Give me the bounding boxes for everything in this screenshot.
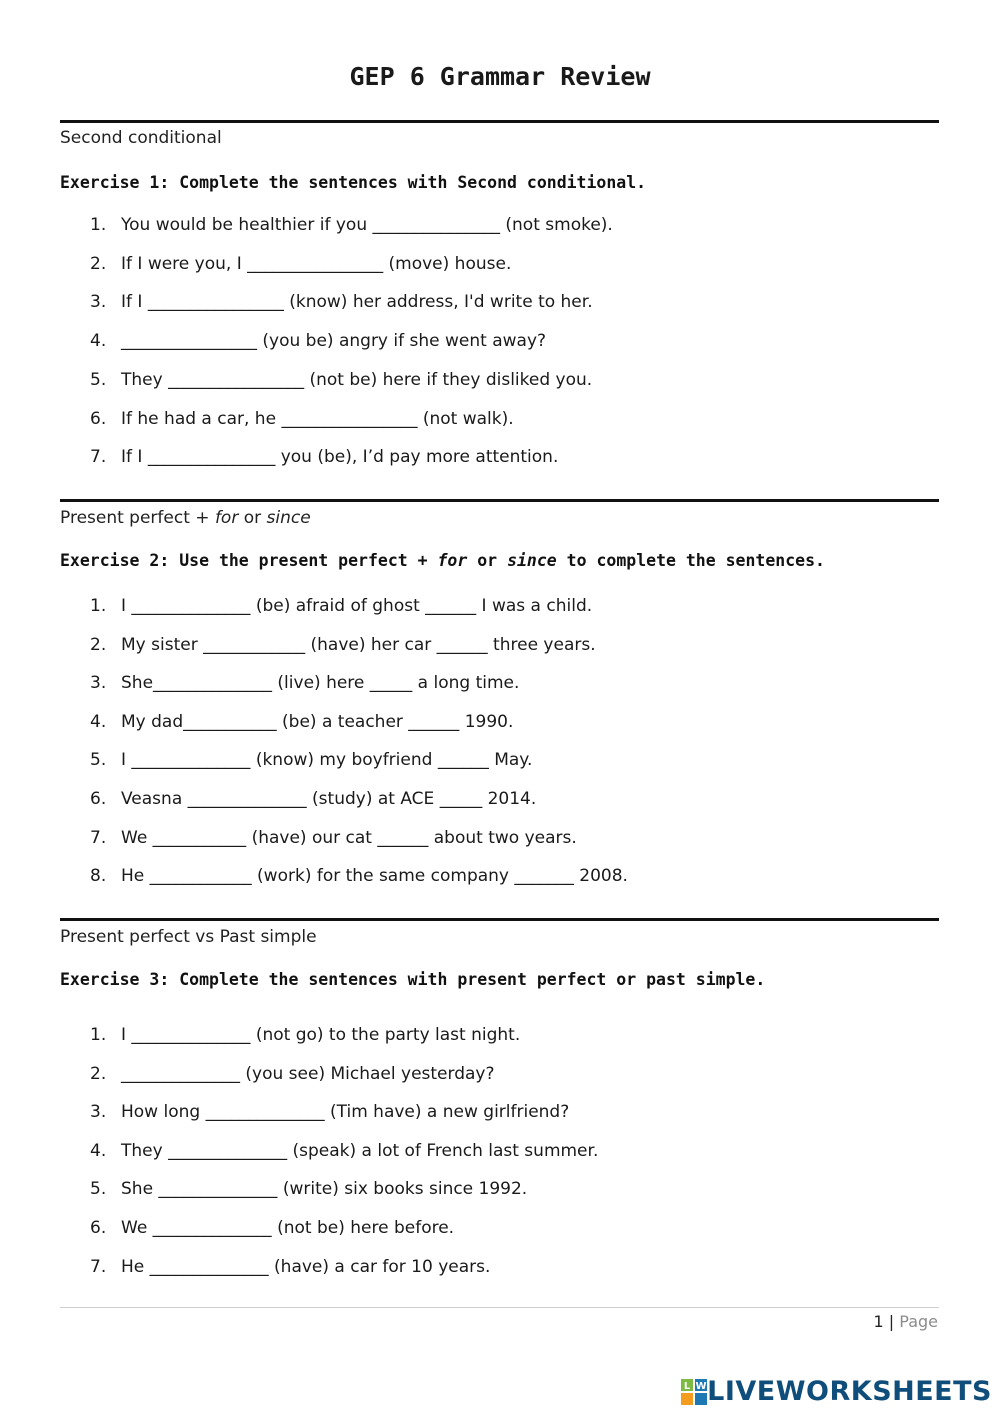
- exercise-2-item-4: [90, 712, 513, 732]
- item-number: 2.: [90, 253, 107, 274]
- exercise-2-instruction: [60, 551, 825, 570]
- item-text: I ______________ (know) my boyfriend ______ May.: [121, 750, 533, 771]
- exercise-2-item-3: [90, 673, 519, 693]
- item-number: 6.: [90, 1218, 107, 1238]
- item-text: I ______________ (be) afraid of ghost ______ I was a child.: [121, 596, 593, 616]
- logo-letter-l: L: [683, 1380, 691, 1392]
- item-text: We ______________ (not be) here before.: [121, 1218, 455, 1238]
- item-number: 7.: [90, 447, 107, 468]
- instr-text: to complete the sentences.: [556, 551, 825, 570]
- item-number: 7.: [90, 827, 107, 848]
- exercise-2-item-1: [90, 596, 592, 616]
- brand-name: LIVEWORKSHEETS: [707, 1376, 992, 1407]
- item-text: ________________ (you be) angry if she went away?: [121, 331, 547, 352]
- item-text: She ______________ (write) six books since 1992.: [121, 1179, 528, 1200]
- exercise-1-item-7: [90, 447, 558, 467]
- item-text: My sister ____________ (have) her car ______ three years.: [121, 634, 596, 655]
- label-text: or: [238, 508, 267, 528]
- item-number: 1.: [90, 215, 107, 235]
- exercise-2-item-8: [90, 866, 628, 886]
- section-divider: [60, 918, 939, 921]
- item-text: You would be healthier if you _______________ (not smoke).: [121, 215, 613, 235]
- page-label: Page: [899, 1312, 938, 1331]
- exercise-2-item-5: [90, 750, 532, 770]
- item-number: 3.: [90, 1102, 107, 1123]
- item-number: 5.: [90, 1179, 107, 1200]
- section-1-label: Second conditional: [60, 128, 222, 148]
- item-text: They ________________ (not be) here if they disliked you.: [121, 369, 593, 390]
- section-3-label: Present perfect vs Past simple: [60, 927, 317, 947]
- item-number: 4.: [90, 331, 107, 352]
- exercise-3-item-1: [90, 1025, 520, 1045]
- item-number: 5.: [90, 369, 107, 390]
- section-2-label: [60, 508, 311, 528]
- exercise-3-item-2: [90, 1064, 495, 1084]
- exercise-1-item-5: [90, 370, 592, 390]
- item-text: ______________ (you see) Michael yesterday?: [121, 1063, 495, 1084]
- item-text: If I _______________ you (be), I’d pay more attention.: [121, 447, 559, 468]
- exercise-1-item-1: [90, 215, 613, 235]
- item-number: 8.: [90, 866, 107, 887]
- label-italic-since: since: [266, 508, 311, 528]
- exercise-2-item-7: [90, 828, 577, 848]
- exercise-3-item-7: [90, 1257, 490, 1277]
- item-number: 4.: [90, 1140, 107, 1161]
- exercise-3-item-6: [90, 1218, 454, 1238]
- item-number: 7.: [90, 1256, 107, 1277]
- item-text: I ______________ (not go) to the party last night.: [121, 1025, 521, 1045]
- exercise-3-item-5: [90, 1179, 527, 1199]
- item-number: 3.: [90, 673, 107, 694]
- item-number: 5.: [90, 750, 107, 771]
- item-text: He ______________ (have) a car for 10 years.: [121, 1256, 491, 1277]
- instr-text: Exercise 2: Use the present perfect +: [60, 551, 438, 570]
- item-number: 1.: [90, 596, 107, 616]
- exercise-3-instruction: Exercise 3: Complete the sentences with present perfect or past simple.: [60, 970, 766, 989]
- exercise-2-item-6: [90, 789, 536, 809]
- item-text: My dad___________ (be) a teacher ______ 1990.: [121, 711, 514, 732]
- item-number: 2.: [90, 1063, 107, 1084]
- exercise-3-item-3: [90, 1102, 569, 1122]
- page-title: GEP 6 Grammar Review: [349, 62, 651, 91]
- item-number: 1.: [90, 1025, 107, 1045]
- instr-italic-since: since: [507, 551, 557, 570]
- exercise-1-item-6: [90, 409, 514, 429]
- page-number: [874, 1312, 939, 1331]
- page-number-value: 1: [873, 1312, 884, 1331]
- item-text: If I ________________ (know) her address, I'd write to her.: [121, 292, 593, 313]
- item-text: She______________ (live) here _____ a long time.: [121, 673, 520, 694]
- exercise-3-item-4: [90, 1141, 598, 1161]
- section-divider: [60, 499, 939, 502]
- item-number: 3.: [90, 292, 107, 313]
- footer-divider: [60, 1307, 939, 1308]
- exercise-1-item-3: [90, 292, 593, 312]
- item-text: How long ______________ (Tim have) a new girlfriend?: [121, 1102, 570, 1123]
- liveworksheets-brand: [681, 1376, 992, 1407]
- section-divider: [60, 120, 939, 123]
- label-text: Present perfect +: [60, 508, 215, 528]
- label-italic-for: for: [214, 508, 239, 528]
- exercise-1-instruction: Exercise 1: Complete the sentences with Second conditional.: [60, 173, 647, 192]
- item-text: They ______________ (speak) a lot of French last summer.: [121, 1140, 599, 1161]
- exercise-1-item-2: [90, 254, 511, 274]
- liveworksheets-logo-icon: [681, 1379, 707, 1405]
- item-number: 4.: [90, 711, 107, 732]
- item-number: 6.: [90, 408, 107, 429]
- item-text: He ____________ (work) for the same company _______ 2008.: [121, 866, 628, 887]
- item-text: Veasna ______________ (study) at ACE _____ 2014.: [121, 789, 537, 809]
- instr-text: or: [467, 551, 508, 570]
- instr-italic-for: for: [437, 551, 468, 570]
- exercise-2-item-2: [90, 635, 596, 655]
- logo-letter-w: W: [695, 1380, 707, 1392]
- item-text: We ___________ (have) our cat ______ about two years.: [121, 827, 577, 848]
- exercise-1-item-4: [90, 331, 546, 351]
- item-number: 2.: [90, 634, 107, 655]
- item-number: 6.: [90, 789, 107, 809]
- item-text: If he had a car, he ________________ (not walk).: [121, 408, 514, 429]
- item-text: If I were you, I ________________ (move) house.: [121, 253, 512, 274]
- page-separator: |: [888, 1312, 895, 1331]
